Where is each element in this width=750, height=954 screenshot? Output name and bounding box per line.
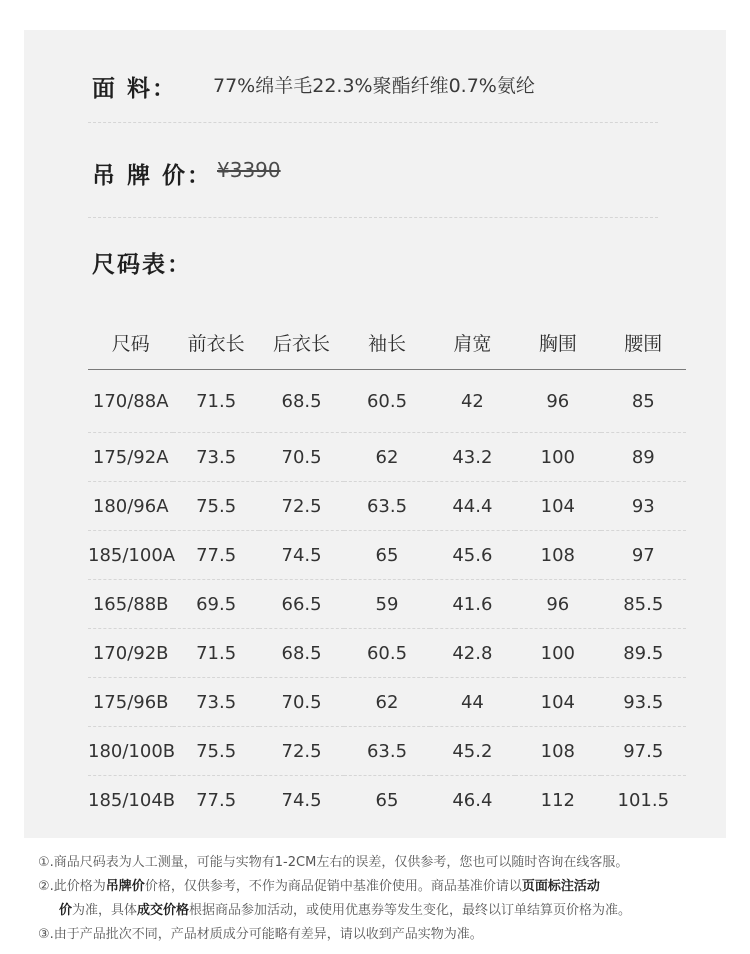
measurement-cell: 72.5 — [259, 727, 344, 776]
table-row — [88, 629, 686, 678]
measurement-cell: 72.5 — [259, 482, 344, 531]
measurement-cell: 97.5 — [601, 727, 686, 776]
measurement-cell: 42.8 — [430, 629, 515, 678]
header-waist: 腰围 — [601, 315, 686, 370]
measurement-cell: 63.5 — [344, 482, 429, 531]
measurement-cell: 59 — [344, 580, 429, 629]
measurement-cell: 73.5 — [173, 433, 258, 482]
table-row — [88, 482, 686, 531]
measurement-cell: 68.5 — [259, 370, 344, 433]
measurement-cell: 108 — [515, 727, 600, 776]
note-2-bold: 页面标注活动 — [521, 879, 600, 894]
note-2-continued — [38, 899, 738, 923]
measurement-cell: 65 — [344, 531, 429, 580]
measurement-cell: 77.5 — [173, 531, 258, 580]
note-2-bold: 价 — [59, 903, 73, 918]
measurement-cell: 62 — [344, 433, 429, 482]
divider — [88, 122, 658, 123]
table-row — [88, 727, 686, 776]
price-value: ¥3390 — [217, 158, 281, 182]
size-chart-label: 尺码表： — [92, 252, 192, 278]
price-label: 吊 牌 价： — [92, 163, 213, 189]
table-row — [88, 433, 686, 482]
size-cell: 175/92A — [88, 433, 173, 482]
measurement-cell: 42 — [430, 370, 515, 433]
measurement-cell: 75.5 — [173, 482, 258, 531]
size-cell: 170/92B — [88, 629, 173, 678]
measurement-cell: 89.5 — [601, 629, 686, 678]
size-cell: 185/100A — [88, 531, 173, 580]
measurement-cell: 71.5 — [173, 370, 258, 433]
size-table — [88, 315, 686, 824]
measurement-cell: 66.5 — [259, 580, 344, 629]
measurement-cell: 89 — [601, 433, 686, 482]
measurement-cell: 100 — [515, 433, 600, 482]
measurement-cell: 74.5 — [281, 789, 322, 811]
size-table-header — [88, 315, 686, 370]
table-row — [88, 370, 686, 433]
measurement-cell: 75.5 — [173, 727, 258, 776]
header-shoulder-width: 肩宽 — [430, 315, 515, 370]
measurement-cell: 65 — [375, 789, 399, 811]
measurement-cell: 63.5 — [344, 727, 429, 776]
measurement-cell: 96 — [515, 580, 600, 629]
measurement-cell: 96 — [515, 370, 600, 433]
measurement-cell: 43.2 — [430, 433, 515, 482]
note-2-text: 为准，具体 — [72, 903, 138, 918]
measurement-cell: 104 — [515, 678, 600, 727]
table-row — [88, 580, 686, 629]
measurement-cell: 100 — [515, 629, 600, 678]
measurement-cell: 62 — [344, 678, 429, 727]
size-cell: 170/88A — [88, 370, 173, 433]
measurement-cell: 112 — [540, 789, 575, 811]
measurement-cell: 71.5 — [173, 629, 258, 678]
measurement-cell: 60.5 — [344, 629, 429, 678]
size-cell: 175/96B — [88, 678, 173, 727]
measurement-cell: 60.5 — [344, 370, 429, 433]
measurement-cell: 85.5 — [601, 580, 686, 629]
note-2-bold: 成交价格 — [137, 903, 190, 918]
note-2-text: 价格，仅供参考，不作为商品促销中基准价使用。商品基准价请以 — [144, 879, 522, 894]
measurement-cell: 85 — [601, 370, 686, 433]
measurement-cell: 93 — [601, 482, 686, 531]
table-row — [88, 678, 686, 727]
measurement-cell: 45.2 — [430, 727, 515, 776]
header-chest: 胸围 — [515, 315, 600, 370]
measurement-cell: 68.5 — [259, 629, 344, 678]
fabric-label: 面 料： — [92, 76, 178, 102]
size-cell: 180/96A — [88, 482, 173, 531]
note-1: ①.商品尺码表为人工测量，可能与实物有1-2CM左右的误差，仅供参考，您也可以随时咨询在线客服。 — [38, 855, 629, 870]
measurement-cell: 45.6 — [430, 531, 515, 580]
size-cell: 165/88B — [88, 580, 173, 629]
note-2-text: 根据商品参加活动，或使用优惠券等发生变化，最终以订单结算页价格为准。 — [189, 903, 632, 918]
measurement-cell: 70.5 — [259, 678, 344, 727]
header-sleeve-length: 袖长 — [344, 315, 429, 370]
measurement-cell: 77.5 — [196, 789, 237, 811]
header-size: 尺码 — [88, 315, 173, 370]
measurement-cell: 97 — [601, 531, 686, 580]
note-2 — [38, 875, 738, 899]
measurement-cell: 46.4 — [452, 789, 493, 811]
measurement-cell: 73.5 — [173, 678, 258, 727]
note-2-bold: 吊牌价 — [105, 879, 145, 894]
measurement-cell: 108 — [515, 531, 600, 580]
measurement-cell: 70.5 — [259, 433, 344, 482]
note-3: ③.由于产品批次不同，产品材质成分可能略有差异，请以收到产品实物为准。 — [38, 927, 483, 942]
size-cell: 180/100B — [88, 727, 173, 776]
measurement-cell: 93.5 — [601, 678, 686, 727]
measurement-cell: 44.4 — [430, 482, 515, 531]
note-2-text: ②.此价格为 — [38, 879, 106, 894]
measurement-cell: 44 — [430, 678, 515, 727]
header-back-length: 后衣长 — [259, 315, 344, 370]
measurement-cell: 74.5 — [259, 531, 344, 580]
size-cell: 185/104B — [88, 789, 176, 811]
notes — [38, 851, 738, 947]
header-front-length: 前衣长 — [173, 315, 258, 370]
divider — [88, 217, 658, 218]
measurement-cell: 69.5 — [173, 580, 258, 629]
measurement-cell: 104 — [515, 482, 600, 531]
table-row — [88, 776, 686, 825]
fabric-value: 77%绵羊毛22.3%聚酯纤维0.7%氨纶 — [213, 75, 535, 97]
size-table-body — [88, 370, 686, 825]
measurement-cell: 41.6 — [430, 580, 515, 629]
table-row — [88, 531, 686, 580]
measurement-cell: 101.5 — [617, 789, 670, 811]
